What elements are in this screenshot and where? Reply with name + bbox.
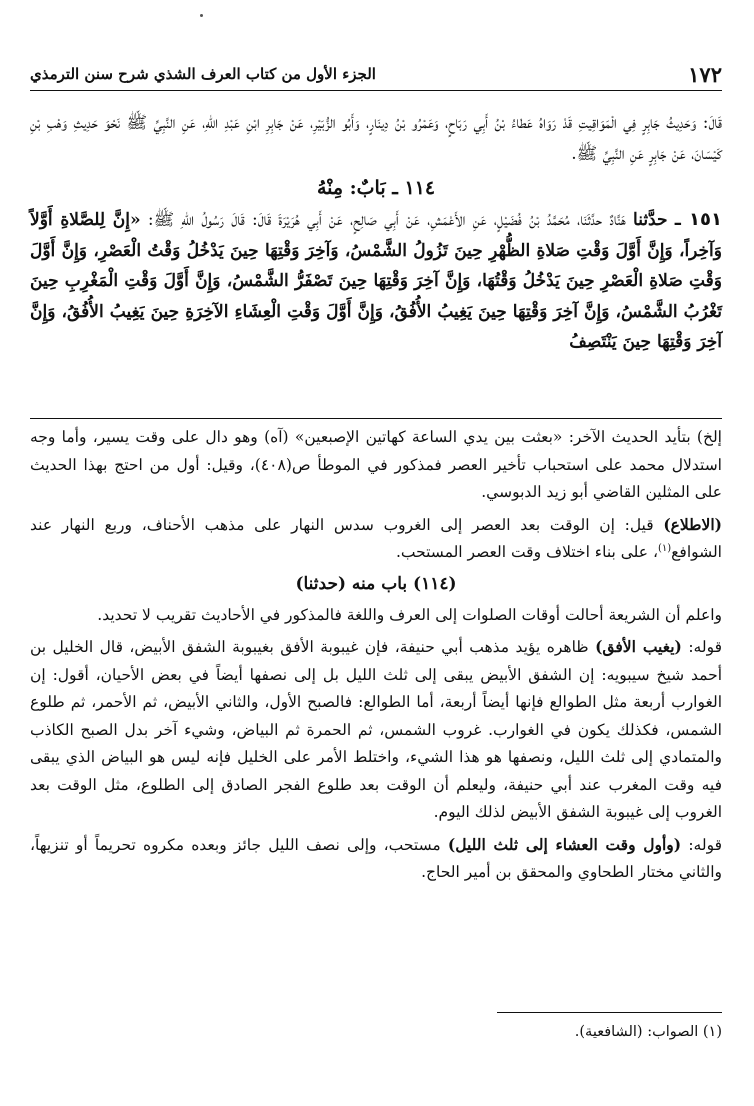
commentary-paragraph xyxy=(30,633,722,827)
hadith-paragraph xyxy=(30,205,722,358)
hadith-matn: «إِنَّ لِلصَّلاةِ أَوَّلاً وَآخِراً، وَإِنَّ أَوَّلَ وَقْتِ صَلاةِ الظُّهْرِ حِينَ تَزُولُ الشَّمْسُ، وَآخِرَ وَقْتِهَا حِينَ يَدْخُلُ وَقْتُ الْعَصْرِ، وَإِنَّ أَوَّلَ وَقْتِ صَلاةِ الْعَصْرِ حِينَ يَدْخُلُ وَقْتُهَا، وَإِنَّ آخِرَ وَقْتِهَا حِينَ تَصْفَرُّ الشَّمْسُ، وَإِنَّ أَوَّلَ وَقْتِ الْمَغْرِبِ حِينَ تَغْرُبُ الشَّمْسُ، وَإِنَّ آخِرَ وَقْتِهَا حِينَ يَغِيبُ الأُفُقُ، وَإِنَّ أَوَّلَ وَقْتِ الْعِشَاءِ الآخِرَةِ حِينَ يَغِيبُ الأُفُقُ، وَإِنَّ آخِرَ وَقْتِهَا حِينَ يَنْتَصِفُ xyxy=(30,210,722,352)
bab-heading: ١١٤ ـ بَابٌ: مِنْهُ xyxy=(316,177,436,199)
footnote: (١) الصواب: (الشافعية). xyxy=(574,1024,722,1040)
commentary-label: (وأول وقت العشاء إلى ثلث الليل) xyxy=(447,834,682,854)
running-title: الجزء الأول من كتاب العرف الشذي شرح سنن الترمذي xyxy=(30,65,376,83)
commentary-text: مستحب، وإلى نصف الليل جائز وبعده مكروه تحريماً أو تنزيهاً، والثاني مختار الطحاوي والمحقق بن أمير الحاج. xyxy=(30,835,722,881)
commentary-paragraph xyxy=(30,511,722,567)
commentary-text: قيل: إن الوقت بعد العصر إلى الغروب سدس النهار على مذهب الأحناف، وربع النهار عند الشوافع xyxy=(30,515,722,561)
page-number: ١٧٢ xyxy=(688,61,722,87)
page-header xyxy=(30,58,722,91)
commentary-section xyxy=(30,424,722,887)
footnote-reference[interactable]: (١) xyxy=(657,542,672,554)
commentary-paragraph: إلخ) بتأيد الحديث الآخر: «بعثت بين يدي الساعة كهاتين الإصبعين» (آه) وهو دال على وقت يسير، وأما وجه استدلال محمد على استحباب تأخير العصر فمذكور في الموطأ ص(٤٠٨)، وقيل: أول من احتج بهذا الحديث على المثلين القاضي أبو زيد الدبوسي. xyxy=(30,428,722,501)
commentary-heading: (١١٤) باب منه (حدثنا) xyxy=(295,573,457,594)
hadith-haddathana: حدَّثنا xyxy=(633,210,668,230)
commentary-paragraph xyxy=(30,831,722,887)
page-speck xyxy=(200,14,203,17)
commentary-prefix: قوله: xyxy=(688,835,722,854)
commentary-text: ظاهره يؤيد مذهب أبي حنيفة، فإن غيبوبة الأفق بغيبوبة الشفق الأبيض، قال الخليل بن أحمد شيخ سيبويه: إن الشفق الأبيض يبقى إلى ثلث الليل بل إلى نصفها أيضاً في بعض الأحيان، أقول: إن الغوارب أربعة مثل الطوالع فإنها أيضاً أربعة، أما الطوالع: فالصبح الأول، والثاني الأبيض، ثم الأحمر، ثم طلوع الشمس، فكذلك يكون في الغوارب. غروب الشمس، ثم الحمرة ثم البياض، وشيء آخر بدل الصبح الكاذب والمتمادي إلى ثلث الليل، ونصفها هو هذا الشيء، واختلط الأمر على الخليل فإنه ليس هو البياض الذي يبقى فيه وقت المغرب عند أبي حنيفة، وليعلم أن الوقت بعد طلوع الفجر الصادق إلى الطلوع، مثل الوقت بعد الغروب إلى غيبوبة الشفق الأبيض لذلك اليوم. xyxy=(30,638,722,821)
main-separator-rule xyxy=(30,418,722,419)
commentary-label: (الاطلاع) xyxy=(663,514,722,534)
commentary-text: ، على بناء اختلاف وقت العصر المستحب. xyxy=(395,543,658,561)
commentary-paragraph: واعلم أن الشريعة أحالت أوقات الصلوات إلى العرف واللغة فالمذكور في الأحاديث تقريب لا تحديد. xyxy=(97,605,722,624)
main-text xyxy=(30,108,722,358)
commentary-prefix: قوله: xyxy=(688,638,722,656)
hadith-isnad: هَنَّادٌ حدَّثَنَا، مُحَمَّدُ بْنُ فُضَيْلٍ، عَنِ الأَعْمَشِ، عَنْ أَبِي صَالِحٍ، عَنْ أَبِي هُرَيْرَةَ قَالَ: قَالَ رَسُولُ اللهِ ﷺ: xyxy=(147,210,626,230)
commentary-label: (يغيب الأفق) xyxy=(595,637,682,656)
footnote-separator-rule xyxy=(497,1012,722,1013)
main-paragraph: قَالَ: وَحَدِيثُ جَابِرٍ فِي الْمَوَاقِيتِ قَدْ رَوَاهُ عَطاءُ بْنُ أَبِي رَبَاحٍ، وَعَمْرُو بْنُ دِينَارٍ، وَأَبُو الزُّبَيْرِ، عَنْ جَابِرِ ابْنِ عَبْدِ اللهِ، عَنِ النَّبِيِّ ﷺ نَحْوَ حَدِيثِ وَهْبِ بْنِ كَيْسَانَ، عَنْ جَابِرٍ عَنِ النَّبِيِّ ﷺ. xyxy=(30,113,722,164)
hadith-number: ١٥١ ـ xyxy=(674,209,723,230)
book-page xyxy=(30,0,722,1106)
